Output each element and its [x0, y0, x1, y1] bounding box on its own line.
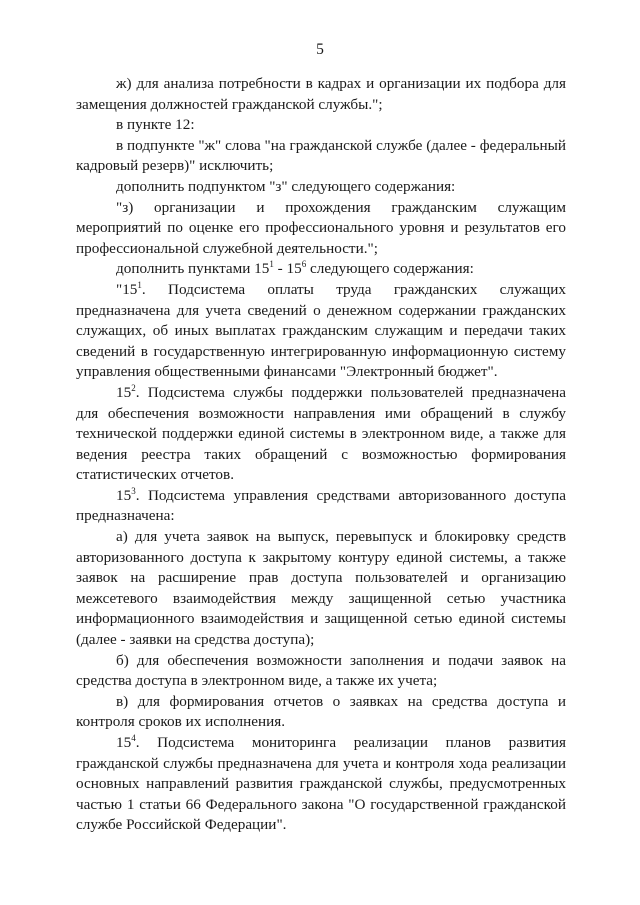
paragraph-item-zh: ж) для анализа потребности в кадрах и организации их подбора для замещения должностей гражданской службы.";: [76, 75, 566, 113]
superscript: 2: [131, 382, 136, 393]
paragraph-subitem-b: б) для обеспечения возможности заполнения и подачи заявок на средства доступа в электронном виде, а также их учета;: [76, 651, 566, 690]
superscript: 4: [131, 733, 136, 743]
text-fragment: дополнить пунктами 15: [116, 260, 270, 278]
text-fragment: . Подсистема оплаты труда гражданских служащих предназначена для учета сведений о денежном содержании гражданских служащих, об иных выплатах гражданским служащим и передачи таких сведений в государственную интегрированную информационную систему управления общественными финансами "Электронный бюджет".: [76, 280, 566, 381]
paragraph-point-15-4: [76, 733, 566, 836]
superscript: 1: [137, 279, 142, 290]
point-number: "15: [116, 280, 138, 298]
superscript: 6: [301, 259, 307, 270]
paragraph-point-12: в пункте 12:: [116, 116, 195, 134]
point-number: 15: [116, 486, 132, 504]
paragraph-subitem-v: в) для формирования отчетов о заявках на средства доступа и контроля сроков их исполнения.: [76, 692, 566, 731]
paragraph-add-points: [76, 259, 566, 280]
paragraph-add-subitem-z: дополнить подпунктом "з" следующего содержания:: [116, 177, 456, 195]
paragraph-subitem-z: "з) организации и прохождения гражданским служащим мероприятий по оценке его профессионального уровня и результатов его профессиональной служебной деятельности.";: [76, 198, 566, 257]
superscript: 3: [131, 485, 136, 496]
document-body: [76, 74, 566, 836]
paragraph-point-15-2: [76, 383, 566, 486]
text-fragment: - 15: [273, 260, 302, 278]
text-fragment: . Подсистема службы поддержки пользователей предназначена для обеспечения возможности направления ими обращений в службу технической поддержки единой системы в электронном виде, а также для ведения реестра таких обращений с возможностью формирования статистических отчетов.: [76, 383, 566, 484]
paragraph-point-15-1: [76, 280, 566, 383]
paragraph-subitem-a: а) для учета заявок на выпуск, перевыпуск и блокировку средств авторизованного доступа к закрытому контуру единой системы, а также заявок на расширение прав доступа пользователей и организацию межсетевого взаимодействия между защищенной сетью участника информационного взаимодействия и защищенной сетью единой системы (далее - заявки на средства доступа);: [76, 528, 566, 649]
point-number: 15: [116, 383, 132, 401]
paragraph-point-15-3: [76, 486, 566, 527]
text-fragment: . Подсистема мониторинга реализации планов развития гражданской службы предназначена для учета и контроля хода реализации основных направлений развития гражданской службы, предусмотренных частью 1 статьи 66 Федерального закона "О государственной гражданской службе Российской Федерации".: [76, 734, 566, 834]
point-number: 15: [116, 734, 132, 751]
paragraph-subitem-zh-edit: в подпункте "ж" слова "на гражданской службе (далее - федеральный кадровый резерв)" исключить;: [76, 136, 566, 175]
page-number: 5: [316, 41, 324, 58]
text-fragment: следующего содержания:: [306, 260, 474, 278]
text-fragment: . Подсистема управления средствами авторизованного доступа предназначена:: [76, 486, 566, 525]
superscript: 1: [269, 259, 274, 270]
